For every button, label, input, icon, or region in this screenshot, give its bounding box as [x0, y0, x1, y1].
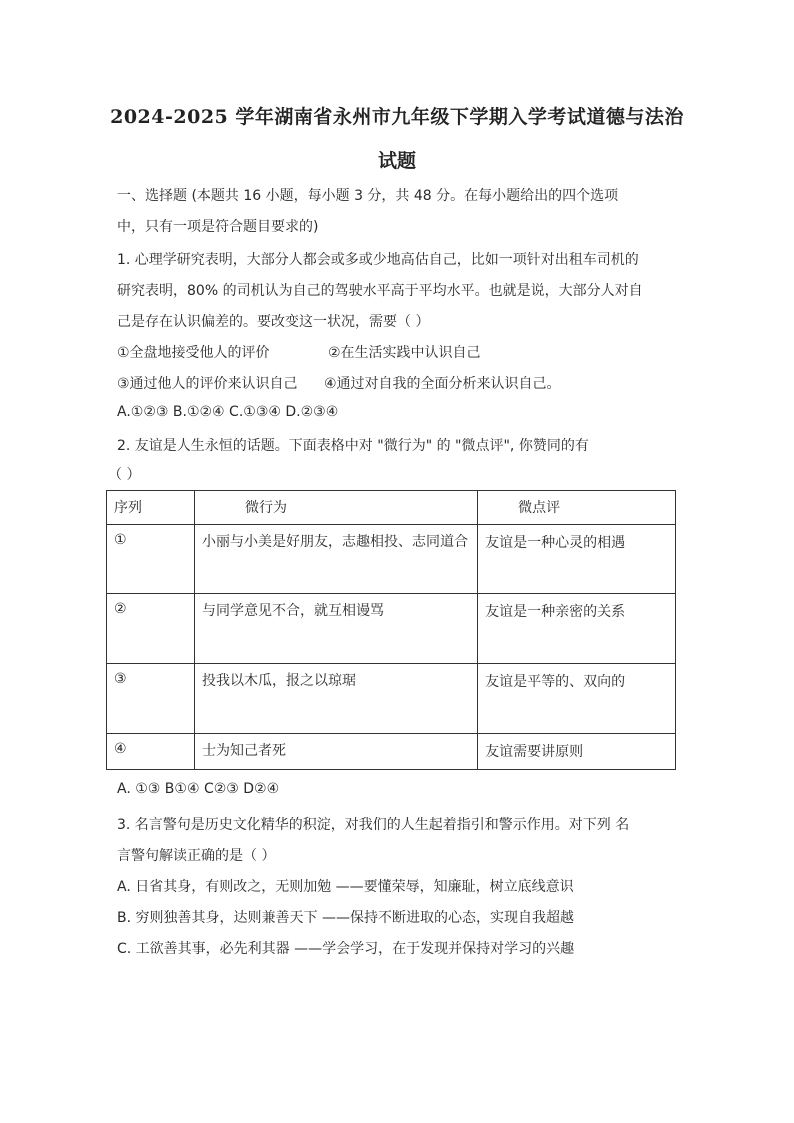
table-cell: 友谊是平等的、双向的	[478, 664, 676, 734]
table-cell: 士为知己者死	[194, 734, 477, 770]
question-3-option-c: C. 工欲善其事，必先利其器 ——学会学习，在于发现并保持对学习的兴趣	[117, 941, 575, 957]
page-title: 2024-2025 学年湖南省永州市九年级下学期入学考试道德与法治	[110, 106, 684, 128]
question-1-stem-line2: 研究表明，80% 的司机认为自己的驾驶水平高于平均水平。也就是说，大部分人对自	[117, 283, 643, 299]
table-header-row	[107, 491, 676, 525]
table-header-cell: 微点评	[478, 491, 676, 525]
table-row	[107, 734, 676, 770]
table-cell: ①	[107, 525, 195, 594]
question-1-option-3: ③通过他人的评价来认识自己	[117, 376, 298, 392]
question-1-option-1: ①全盘地接受他人的评价	[117, 345, 270, 361]
question-2-stem: 2. 友谊是人生永恒的话题。下面表格中对 "微行为" 的 "微点评", 你赞同的有	[117, 438, 589, 454]
page-title-continued: 试题	[377, 150, 416, 172]
question-1-choices: A.①②③ B.①②④ C.①③④ D.②③④	[117, 404, 339, 420]
table-cell: 投我以木瓜，报之以琼琚	[194, 664, 477, 734]
table-cell: 友谊是一种心灵的相遇	[478, 525, 676, 594]
table-cell: 友谊是一种亲密的关系	[478, 594, 676, 664]
question-1-stem-line3: 己是存在认识偏差的。要改变这一状况，需要（ ）	[117, 314, 430, 330]
table-cell: 友谊需要讲原则	[478, 734, 676, 770]
section-instructions-continued: 中，只有一项是符合题目要求的)	[117, 219, 319, 235]
question-2-blank: （ ）	[108, 467, 141, 483]
question-3-stem-line2: 言警句解读正确的是（ ）	[117, 848, 276, 864]
question-3-stem: 3. 名言警句是历史文化精华的积淀，对我们的人生起着指引和警示作用。对下列 名	[117, 817, 630, 833]
section-instructions: 一、选择题 (本题共 16 小题，每小题 3 分，共 48 分。在每小题给出的四个选项	[117, 188, 619, 204]
table-cell: 与同学意见不合，就互相谩骂	[194, 594, 477, 664]
question-3-option-a: A. 日省其身，有则改之，无则加勉 ——要懂荣辱，知廉耻，树立底线意识	[117, 879, 574, 895]
table-row	[107, 594, 676, 664]
question-2-choices: A. ①③ B①④ C②③ D②④	[117, 781, 280, 797]
table-cell: ②	[107, 594, 195, 664]
question-1-stem: 1. 心理学研究表明，大部分人都会或多或少地高估自己，比如一项针对出租车司机的	[117, 252, 639, 268]
question-1-option-4: ④通过对自我的全面分析来认识自己。	[324, 376, 561, 392]
question-3-option-b: B. 穷则独善其身，达则兼善天下 ——保持不断进取的心态，实现自我超越	[117, 910, 574, 926]
table-cell: ③	[107, 664, 195, 734]
question-1-option-2: ②在生活实践中认识自己	[328, 345, 481, 361]
table-header-cell: 序列	[107, 491, 195, 525]
table-row	[107, 525, 676, 594]
table-row	[107, 664, 676, 734]
table-cell: ④	[107, 734, 195, 770]
table-cell: 小丽与小美是好朋友，志趣相投、志同道合	[194, 525, 477, 594]
question-2-table	[106, 490, 676, 770]
table-header-cell: 微行为	[194, 491, 477, 525]
